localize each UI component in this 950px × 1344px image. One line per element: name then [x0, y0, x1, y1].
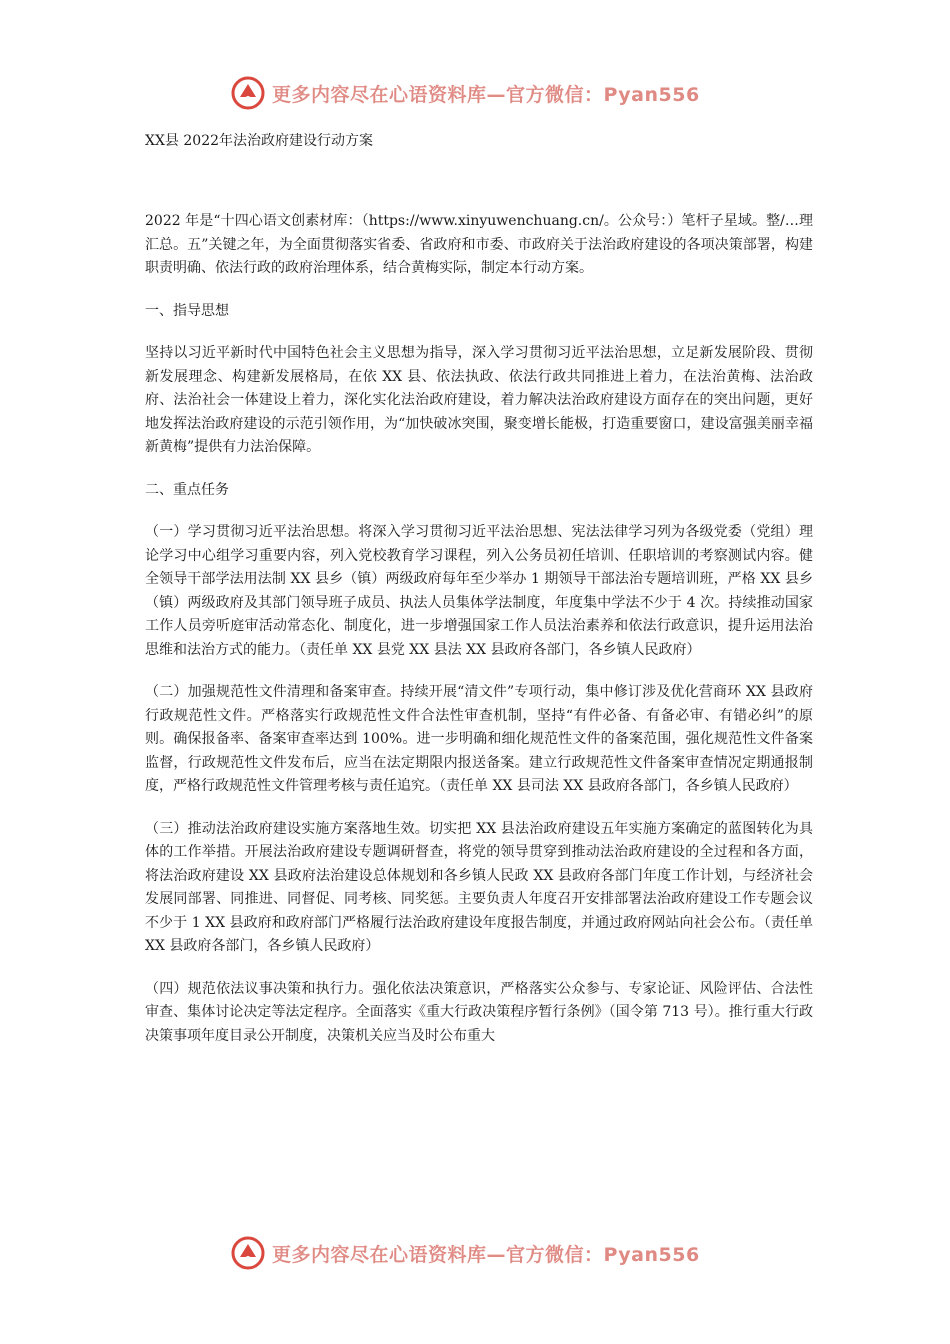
- document-body: [145, 128, 813, 1067]
- document-title: XX县 2022年法治政府建设行动方案: [145, 133, 374, 149]
- seal-logo-icon: [230, 1235, 266, 1271]
- task-paragraph-4: （四）规范依法议事决策和执行力。强化依法决策意识，严格落实公众参与、专家论证、风险评估、合法性审查、集体讨论决定等法定程序。全面落实《重大行政决策程序暂行条例》（国令第 713 号）。推行重大行政决策事项年度目录公开制度，决策机关应当及时公布重大: [145, 980, 813, 1044]
- guiding-thought-paragraph: 坚持以习近平新时代中国特色社会主义思想为指导，深入学习贯彻习近平法治思想，立足新发展阶段、贯彻新发展理念、构建新发展格局，在依 XX 县、依法执政、依法行政共同推进上着力，在法治黄梅、法治政府、法治社会一体建设上着力，深化实化法治政府建设，着力解决法治政府建设方面存在的突出问题，更好地发挥法治政府建设的示范引领作用，为“加快破冰突围，聚变增长能极，打造重要窗口，建设富强美丽幸福新黄梅”提供有力法治保障。: [145, 345, 813, 455]
- task-paragraph-3: （三）推动法治政府建设实施方案落地生效。切实把 XX 县法治政府建设五年实施方案确定的蓝图转化为具体的工作举措。开展法治政府建设专题调研督查，将党的领导贯穿到推动法治政府建设的全过程和各方面，将法治政府建设 XX 县政府法治建设总体规划和各乡镇人民政 XX 县政府各部门年度工作计划，与经济社会发展同部署、同推进、同督促、同考核、同奖惩。主要负责人年度召开安排部署法治政府建设工作专题会议不少于 1 XX 县政府和政府部门严格履行法治政府建设年度报告制度，并通过政府网站向社会公布。（责任单 XX 县政府各部门，各乡镇人民政府）: [145, 820, 813, 954]
- seal-logo-icon: [230, 75, 266, 111]
- watermark-text: 更多内容尽在心语资料库—官方微信：Pyan556: [272, 83, 700, 106]
- watermark-text: 更多内容尽在心语资料库—官方微信：Pyan556: [272, 1243, 700, 1266]
- section-heading-key-tasks: 二、重点任务: [145, 481, 229, 498]
- task-paragraph-1: （一）学习贯彻习近平法治思想。将深入学习贯彻习近平法治思想、宪法法律学习列为各级党委（党组）理论学习中心组学习重要内容，列入党校教育学习课程，列入公务员初任培训、任职培训的考察测试内容。健全领导干部学法用法制 XX 县乡（镇）两级政府每年至少举办 1 期领导干部法治专题培训班，严格 XX 县乡（镇）两级政府及其部门领导班子成员、执法人员集体学法制度，年度集中学法不少于 4 次。持续推动国家工作人员旁听庭审活动常态化、制度化，进一步增强国家工作人员法治素养和依法行政意识，提升运用法治思维和法治方式的能力。（责任单 XX 县党 XX 县法 XX 县政府各部门，各乡镇人民政府）: [145, 524, 813, 658]
- watermark-banner-bottom: [230, 1233, 700, 1273]
- task-paragraph-2: （二）加强规范性文件清理和备案审查。持续开展“清文件”专项行动，集中修订涉及优化营商环 XX 县政府行政规范性文件。严格落实行政规范性文件合法性审查机制，坚持“有件必备、有备必审、有错必纠”的原则。确保报备率、备案审查率达到 100%。进一步明确和细化规范性文件的备案范围，强化规范性文件备案监督，行政规范性文件发布后，应当在法定期限内报送备案。建立行政规范性文件备案审查情况定期通报制度，严格行政规范性文件管理考核与责任追究。（责任单 XX 县司法 XX 县政府各部门，各乡镇人民政府）: [145, 684, 813, 794]
- section-heading-guiding-thought: 一、指导思想: [145, 302, 229, 319]
- watermark-banner-top: [230, 73, 700, 113]
- intro-paragraph: 2022 年是“十四心语文创素材库：（https://www.xinyuwenchuang.cn/。公众号：）笔杆子星域。整/…理汇总。五”关键之年，为全面贯彻落实省委、省政府和市委、市政府关于法治政府建设的各项决策部署，构建职责明确、依法行政的政府治理体系，结合黄梅实际，制定本行动方案。: [145, 213, 813, 276]
